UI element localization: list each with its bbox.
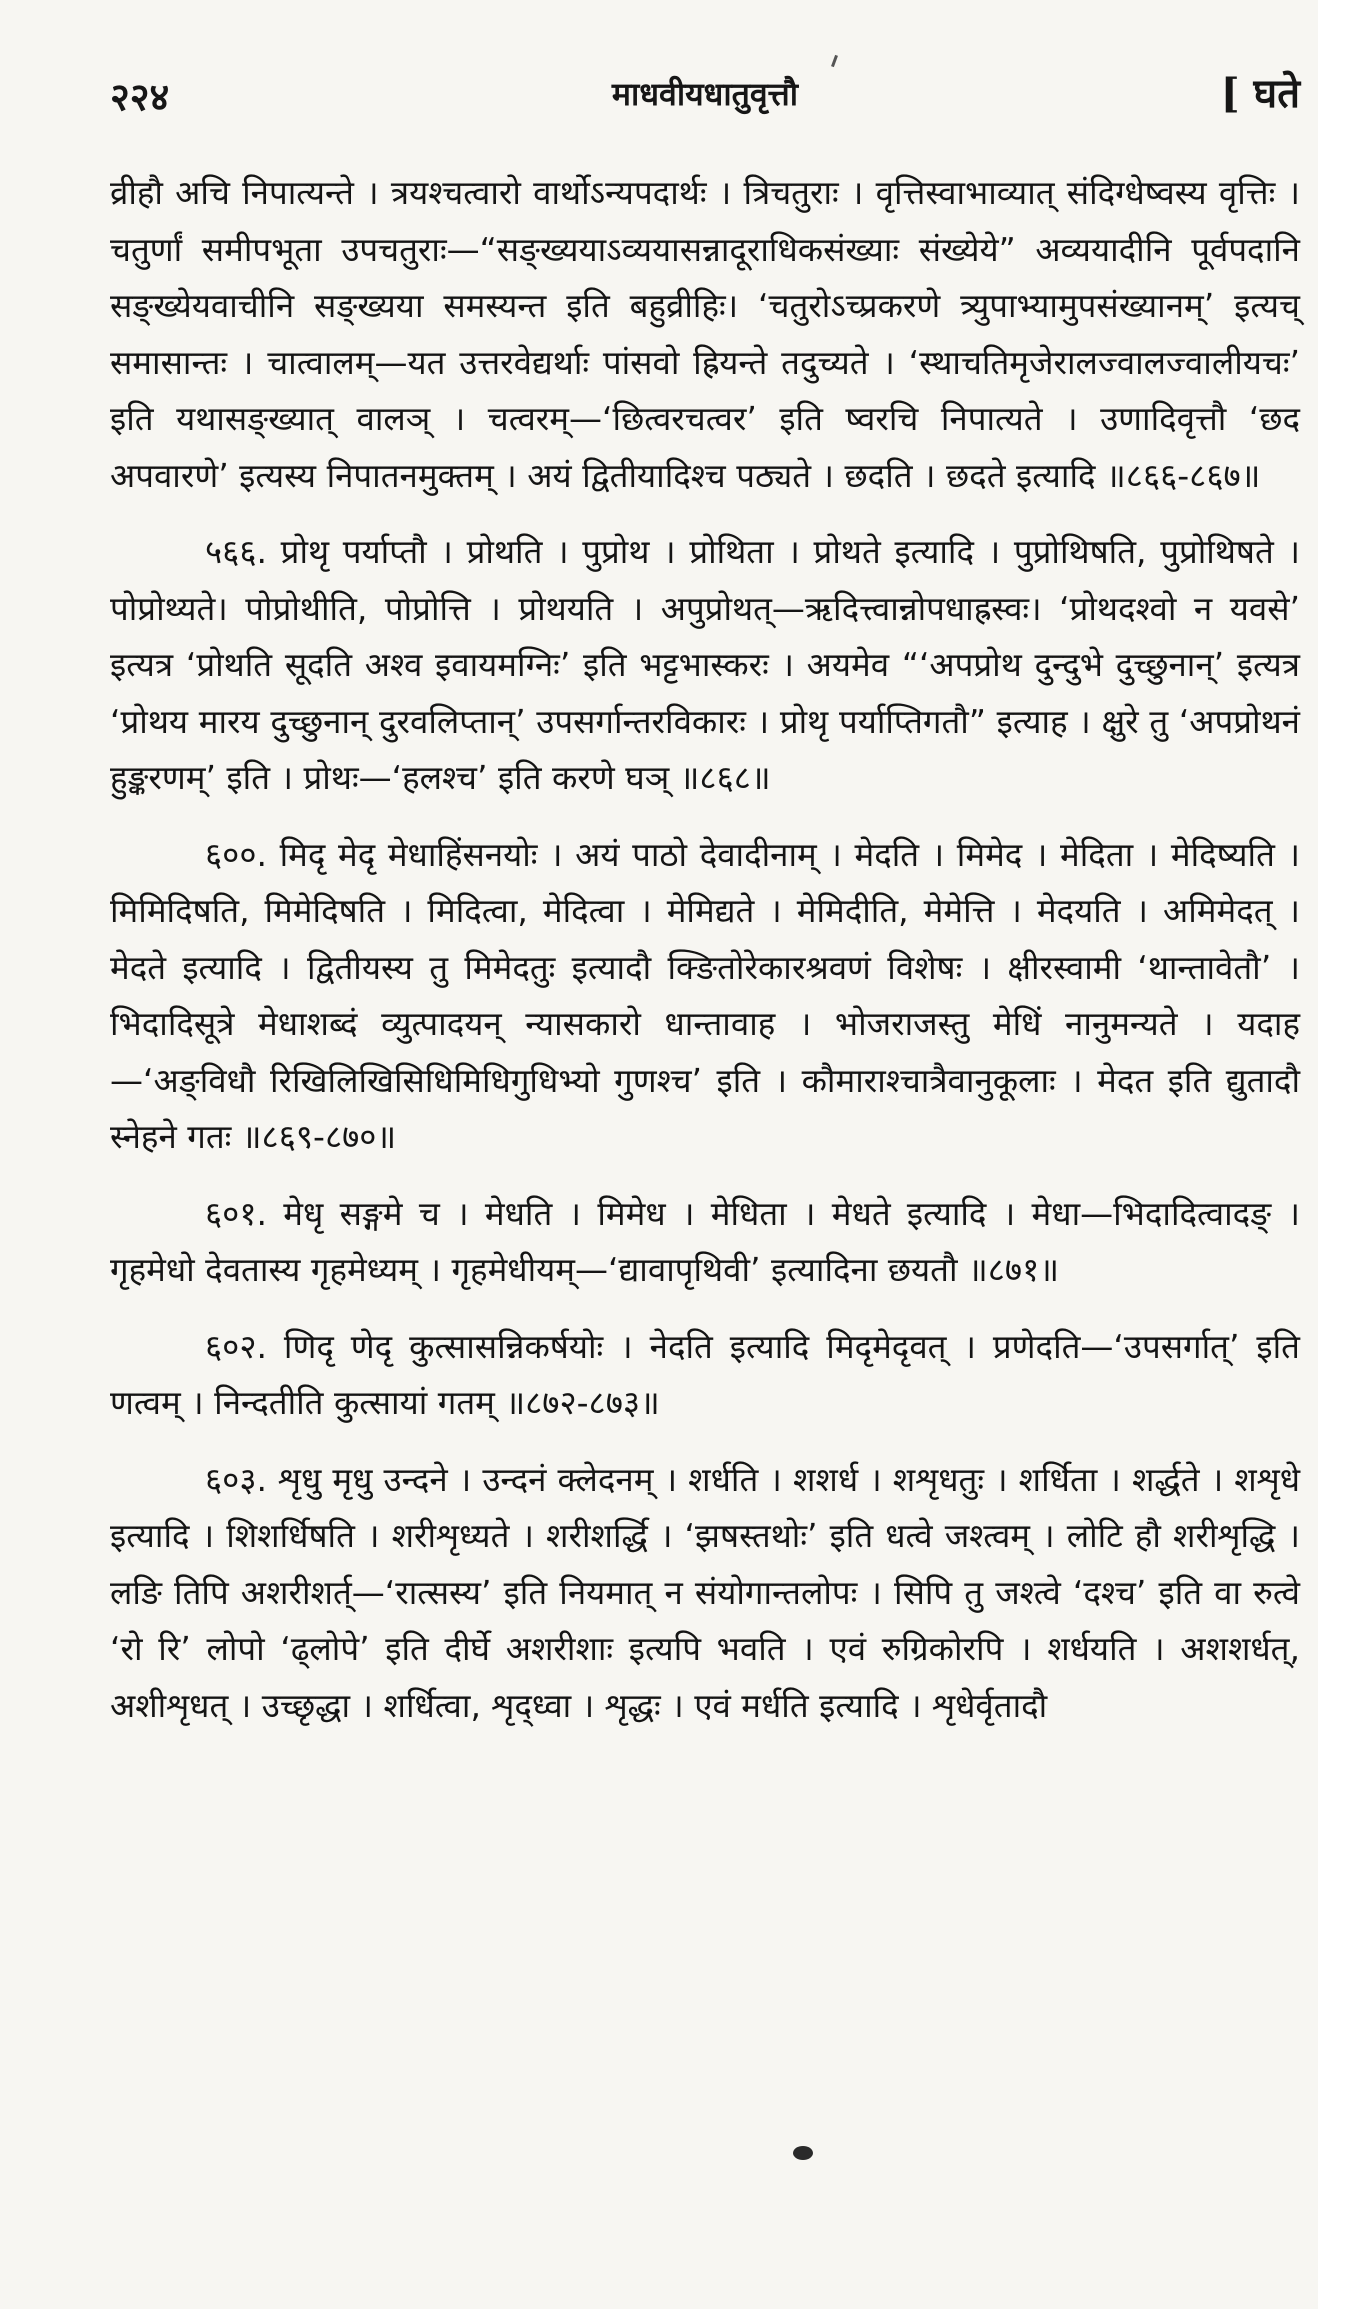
- page-body: [110, 165, 1300, 1754]
- paragraph-602: ६०२. णिदृ णेदृ कुत्सासन्निकर्षयोः । नेदति इत्यादि मिदृमेदृवत् । प्रणेदति—‘उपसर्गात्’ इति णत्वम् । निन्दतीति कुत्सायां गतम् ॥८७२-८७३॥: [110, 1326, 1300, 1422]
- paragraph-599: ५६६. प्रोथृ पर्याप्तौ । प्रोथति । पुप्रोथ । प्रोथिता । प्रोथते इत्यादि । पुप्रोथिषति, पुप्रोथिषते । पोप्रोथ्यते। पोप्रोथीति, पोप्रोत्ति । प्रोथयति । अपुप्रोथत्—ऋदित्त्वान्नोपधाह्रस्वः। ‘प्रोथदश्वो न यवसे’ इत्यत्र ‘प्रोथति सूदति अश्व इवायमग्निः’ इति भट्टभास्करः । अयमेव “‘अपप्रोथ दुन्दुभे दुच्छुनान्’ इत्यत्र ‘प्रोथय मारय दुच्छुनान् दुरवलिप्तान्’ उपसर्गान्तरविकारः । प्रोथृ पर्याप्तिगतौ” इत्याह । क्षुरे तु ‘अपप्रोथनं हुङ्करणम्’ इति । प्रोथः—‘हलश्च’ इति करणे घञ् ॥८६८॥: [110, 532, 1300, 797]
- page-margin-edge: [1318, 0, 1367, 2309]
- running-title: माधवीयधातुवृत्तौ: [611, 75, 799, 113]
- ink-blot: [793, 2146, 813, 2160]
- paragraph: व्रीहौ अचि निपात्यन्ते । त्रयश्चत्वारो वार्थोऽन्यपदार्थः । त्रिचतुराः । वृत्तिस्वाभाव्यात् संदिग्धेष्वस्य वृत्तिः । चतुर्णां समीपभूता उपचतुराः—“सङ्ख्ययाऽव्ययासन्नादूराधिकसंख्याः संख्येये” अव्ययादीनि पूर्वपदानि सङ्ख्येयवाचीनि सङ्ख्यया समस्यन्त इति बहुव्रीहिः। ‘चतुरोऽच्प्रकरणे त्र्युपाभ्यामुपसंख्यानम्’ इत्यच् समासान्तः । चात्वालम्—यत उत्तरवेद्यर्थाः पांसवो ह्रियन्ते तदुच्यते । ‘स्थाचतिमृजेरालज्वालज्वालीयचः’ इति यथासङ्ख्यात् वालञ् । चत्वरम्—‘छित्वरचत्वर’ इति ष्वरचि निपात्यते । उणादिवृत्तौ ‘छद अपवारणे’ इत्यस्य निपातनमुक्तम् । अयं द्वितीयादिश्च पठ्यते । छदति । छदते इत्यादि ॥८६६-८६७॥: [110, 173, 1300, 495]
- page-number: २२४: [110, 74, 170, 119]
- paragraph-603: ६०३. शृधु मृधु उन्दने । उन्दनं क्लेदनम् । शर्धति । शशर्ध । शशृधतुः । शर्धिता । शर्द्धते । शशृधे इत्यादि । शिशर्धिषति । शरीशृध्यते । शरीशर्द्धि । ‘झषस्तथोः’ इति धत्वे जश्त्वम् । लोटि हौ शरीशृद्धि । लङि तिपि अशरीशर्त्—‘रात्सस्य’ इति नियमात् न संयोगान्तलोपः । सिपि तु जश्त्वे ‘दश्च’ इति वा रुत्वे ‘रो रि’ लोपो ‘ढ्लोपे’ इति दीर्घे अशरीशाः इत्यपि भवति । एवं रुग्रिकोरपि । शर्धयति । अशशर्धत्, अशीशृधत् । उच्छृद्धा । शर्धित्वा, शृद्ध्वा । शृद्धः । एवं मर्धति इत्यादि । शृधेर्वृतादौ: [110, 1459, 1300, 1725]
- section-marker: [ घते: [1220, 70, 1300, 117]
- running-header: [110, 58, 1300, 118]
- paragraph-601: ६०१. मेधृ सङ्गमे च । मेधति । मिमेध । मेधिता । मेधते इत्यादि । मेधा—भिदादित्वादङ् । गृहमेधो देवतास्य गृहमेध्यम् । गृहमेधीयम्—‘द्यावापृथिवी’ इत्यादिना छयतौ ॥८७१॥: [110, 1193, 1300, 1289]
- paragraph-600: ६००. मिदृ मेदृ मेधाहिंसनयोः । अयं पाठो देवादीनाम् । मेदति । मिमेद । मेदिता । मेदिष्यति । मिमिदिषति, मिमेदिषति । मिदित्वा, मेदित्वा । मेमिद्यते । मेमिदीति, मेमेत्ति । मेदयति । अमिमेदत् । मेदते इत्यादि । द्वितीयस्य तु मिमेदतुः इत्यादौ क्ङितोरेकारश्रवणं विशेषः । क्षीरस्वामी ‘थान्तावेतौ’ । भिदादिसूत्रे मेधाशब्दं व्युत्पादयन् न्यासकारो धान्तावाह । भोजराजस्तु मेधिं नानुमन्यते । यदाह—‘अङ्विधौ रिखिलिखिसिधिमिधिगुधिभ्यो गुणश्च’ इति । कौमाराश्चात्रैवानुकूलाः । मेदत इति द्युतादौ स्नेहने गतः ॥८६९-८७०॥: [110, 834, 1300, 1156]
